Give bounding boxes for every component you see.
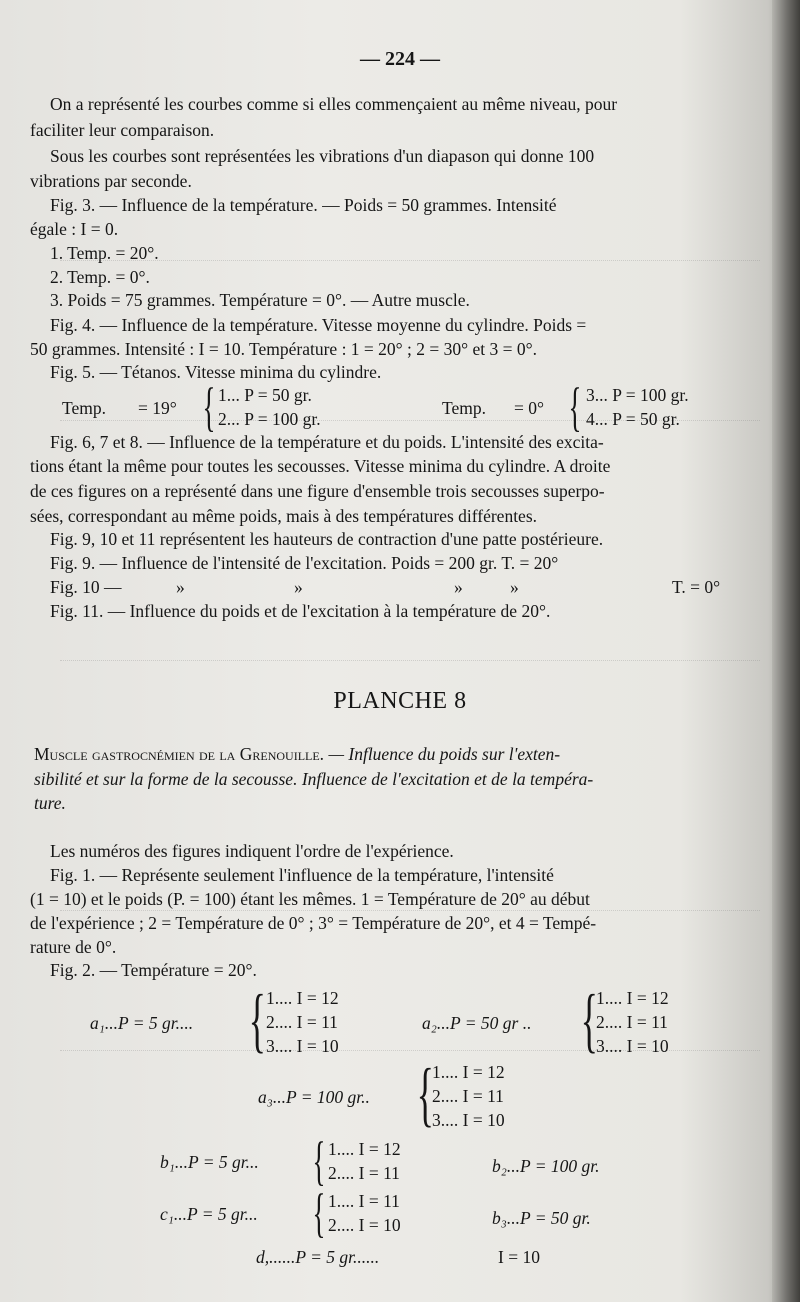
fig10-ditto-2: » (294, 577, 303, 597)
fig5-line-1: Fig. 5. — Tétanos. Vitesse minima du cylindre. (50, 362, 382, 382)
planche-desc-subject: Muscle gastrocnémien de la Grenouille. (34, 744, 325, 764)
fig2-a1-brace: { (248, 980, 266, 1060)
fig1-line-3: de l'expérience ; 2 = Température de 0° ; 3° = Température de 20°, et 4 = Tempé- (30, 913, 597, 933)
fig678-line-3: de ces figures on a représenté dans une figure d'ensemble trois secousses superpo- (30, 481, 605, 501)
fig4-line-1: Fig. 4. — Influence de la température. Vitesse moyenne du cylindre. Poids = (50, 315, 587, 335)
fig3-line-3: 1. Temp. = 20°. (50, 243, 159, 263)
bleed-through-line (60, 260, 760, 262)
fig5-right-row-2: 4... P = 50 gr. (586, 409, 680, 429)
fig2-c1-row-1: 1.... I = 11 (328, 1191, 400, 1211)
fig678-line-2: tions étant la même pour toutes les secousses. Vitesse minima du cylindre. A droite (30, 456, 611, 476)
fig2-a2-row-3: 3.... I = 10 (596, 1036, 669, 1056)
fig2-c1-label: c₁...P = 5 gr... (160, 1204, 258, 1224)
fig9-line: Fig. 9. — Influence de l'intensité de l'excitation. Poids = 200 gr. T. = 20° (50, 553, 559, 573)
fig2-c1-brace: { (312, 1183, 326, 1243)
fig10-ditto-4: » (510, 577, 519, 597)
fig2-line-1: Fig. 2. — Température = 20°. (50, 960, 257, 980)
fig5-right-eq: = 0° (514, 398, 544, 418)
fig2-a3-brace: { (416, 1054, 434, 1134)
figure-numbers-note: Les numéros des figures indiquent l'ordre de l'expérience. (50, 841, 454, 861)
fig3-line-1: Fig. 3. — Influence de la température. — Poids = 50 grammes. Intensité (50, 195, 557, 215)
intro-line-4: vibrations par seconde. (30, 171, 192, 191)
fig2-a2-row-1: 1.... I = 12 (596, 988, 669, 1008)
fig2-b3-label: b₃...P = 50 gr. (492, 1208, 591, 1228)
fig2-b2-label: b₂...P = 100 gr. (492, 1156, 600, 1176)
fig5-right-row-1: 3... P = 100 gr. (586, 385, 689, 405)
fig5-right-brace: { (568, 377, 582, 437)
fig2-c1-row-2: 2.... I = 10 (328, 1215, 401, 1235)
fig3-line-5: 3. Poids = 75 grammes. Température = 0°. — Autre muscle. (50, 290, 470, 310)
planche-desc-line-2: sibilité et sur la forme de la secousse. Influence de l'excitation et de la tempéra- (34, 769, 594, 789)
fig5-left-row-1: 1... P = 50 gr. (218, 385, 312, 405)
fig1-line-1: Fig. 1. — Représente seulement l'influence de la température, l'intensité (50, 865, 554, 885)
fig10-label: Fig. 10 — (50, 577, 122, 597)
fig5-left-eq: = 19° (138, 398, 177, 418)
bleed-through-line (60, 910, 760, 912)
planche-desc-lead: — Influence du poids sur l'exten- (328, 744, 561, 764)
fig3-line-2: égale : I = 0. (30, 219, 119, 239)
fig2-a3-row-3: 3.... I = 10 (432, 1110, 505, 1130)
fig4-line-2: 50 grammes. Intensité : I = 10. Température : 1 = 20° ; 2 = 30° et 3 = 0°. (30, 339, 538, 359)
fig2-a3-row-1: 1.... I = 12 (432, 1062, 505, 1082)
fig11-line: Fig. 11. — Influence du poids et de l'excitation à la température de 20°. (50, 601, 551, 621)
fig1-line-2: (1 = 10) et le poids (P. = 100) étant les mêmes. 1 = Température de 20° au début (30, 889, 590, 909)
fig678-line-4: sées, correspondant au même poids, mais à des températures différentes. (30, 506, 538, 526)
fig2-a1-row-1: 1.... I = 12 (266, 988, 339, 1008)
fig2-a1-row-2: 2.... I = 11 (266, 1012, 338, 1032)
fig2-a2-row-2: 2.... I = 11 (596, 1012, 668, 1032)
fig5-left-row-2: 2... P = 100 gr. (218, 409, 321, 429)
fig1-line-4: rature de 0°. (30, 937, 117, 957)
fig2-a1-label: a₁...P = 5 gr.... (90, 1013, 194, 1033)
fig2-a3-label: a₃...P = 100 gr.. (258, 1087, 370, 1107)
planche-title: PLANCHE 8 (333, 688, 467, 714)
page-number: — 224 — (360, 48, 440, 70)
fig2-a3-row-2: 2.... I = 11 (432, 1086, 504, 1106)
fig2-a1-row-3: 3.... I = 10 (266, 1036, 339, 1056)
intro-line-2: faciliter leur comparaison. (30, 120, 215, 140)
fig5-right-temp: Temp. (442, 398, 486, 418)
fig5-left-temp: Temp. (62, 398, 106, 418)
fig2-d-label: d,......P = 5 gr...... (256, 1247, 380, 1267)
fig10-ditto-1: » (176, 577, 185, 597)
fig2-b1-row-2: 2.... I = 11 (328, 1163, 400, 1183)
fig3-line-4: 2. Temp. = 0°. (50, 267, 150, 287)
fig5-left-brace: { (202, 377, 216, 437)
fig2-b1-label: b₁...P = 5 gr... (160, 1152, 259, 1172)
fig678-line-1: Fig. 6, 7 et 8. — Influence de la température et du poids. L'intensité des excita- (50, 432, 604, 452)
fig2-a2-label: a₂...P = 50 gr .. (422, 1013, 532, 1033)
book-spine-shadow (772, 0, 800, 1302)
fig2-b1-brace: { (312, 1131, 326, 1191)
fig2-b1-row-1: 1.... I = 12 (328, 1139, 401, 1159)
planche-desc-line-1 (34, 746, 560, 764)
fig2-d-value: I = 10 (498, 1247, 540, 1267)
fig2-a2-brace: { (580, 980, 598, 1060)
intro-line-3: Sous les courbes sont représentées les vibrations d'un diapason qui donne 100 (50, 146, 595, 166)
fig9-11-line-1: Fig. 9, 10 et 11 représentent les hauteurs de contraction d'une patte postérieure. (50, 529, 604, 549)
intro-line-1: On a représenté les courbes comme si elles commençaient au même niveau, pour (50, 94, 618, 114)
fig10-temperature: T. = 0° (672, 577, 721, 597)
fig10-ditto-3: » (454, 577, 463, 597)
bleed-through-line (60, 660, 760, 662)
planche-desc-line-3: ture. (34, 793, 66, 813)
